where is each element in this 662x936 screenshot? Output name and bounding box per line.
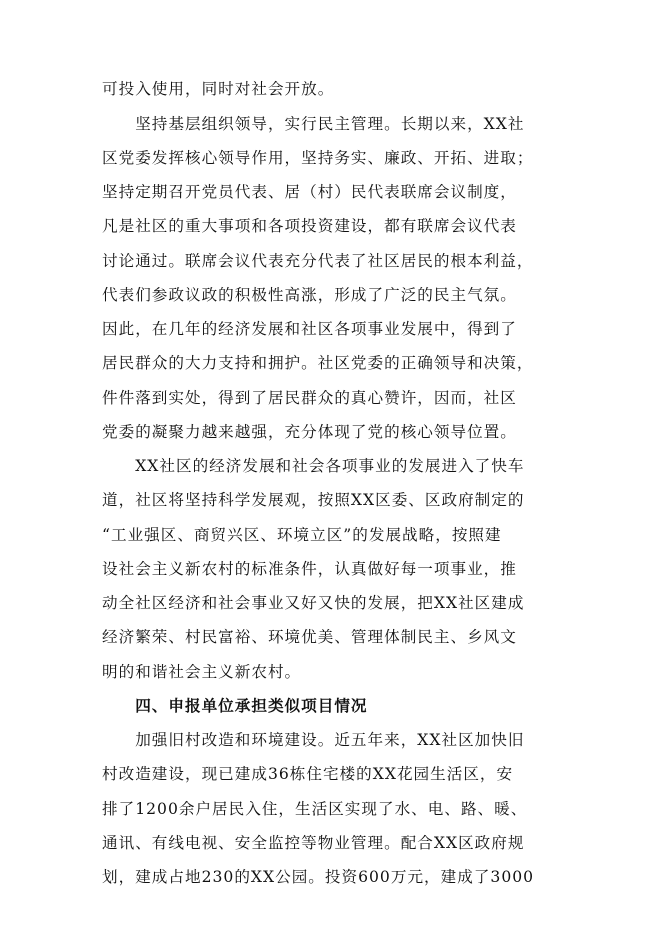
text-line: 经济繁荣、村民富裕、环境优美、管理体制民主、乡风文 [102,628,517,646]
text-line: 划，建成占地230的XX公园。投资600万元，建成了3000 [102,868,535,886]
text-line: 讨论通过。联席会议代表充分代表了社区居民的根本利益， [102,252,534,270]
text-line: 党委的凝聚力越来越强，充分体现了党的核心领导位置。 [102,423,517,441]
text-line: “工业强区、商贸兴区、环境立区”的发展战略，按照建 [102,526,502,544]
section-heading: 四、申报单位承担类似项目情况 [102,697,368,715]
text-line: 件件落到实处，得到了居民群众的真心赞许，因而，社区 [102,389,517,407]
text-line: 居民群众的大力支持和拥护。社区党委的正确领导和决策， [102,354,534,372]
text-line: 可投入使用，同时对社会开放。 [102,80,335,98]
text-line: 通讯、有线电视、安全监控等物业管理。配合XX区政府规 [102,834,525,852]
text-line: 明的和谐社会主义新农村。 [102,663,302,681]
text-line: XX社区的经济发展和社会各项事业的发展进入了快车 [102,457,525,475]
text-line: 区党委发挥核心领导作用，坚持务实、廉政、开拓、进取； [102,149,534,167]
text-line: 因此，在几年的经济发展和社区各项事业发展中，得到了 [102,320,517,338]
text-line: 加强旧村改造和环境建设。近五年来，XX社区加快旧 [102,731,525,749]
text-line: 凡是社区的重大事项和各项投资建设，都有联席会议代表 [102,217,517,235]
text-line: 动全社区经济和社会事业又好又快的发展，把XX社区建成 [102,594,525,612]
text-line: 坚持定期召开党员代表、居（村）民代表联席会议制度， [102,183,517,201]
text-line: 设社会主义新农村的标准条件，认真做好每一项事业，推 [102,560,517,578]
text-line: 村改造建设，现已建成36栋住宅楼的XX花园生活区，安 [102,765,514,783]
text-line: 坚持基层组织领导，实行民主管理。长期以来，XX社 [102,115,525,133]
text-line: 道，社区将坚持科学发展观，按照XX区委、区政府制定的 [102,491,525,509]
text-line: 排了1200余户居民入住，生活区实现了水、电、路、暖、 [102,800,528,818]
text-line: 代表们参政议政的积极性高涨，形成了广泛的民主气氛。 [102,286,517,304]
